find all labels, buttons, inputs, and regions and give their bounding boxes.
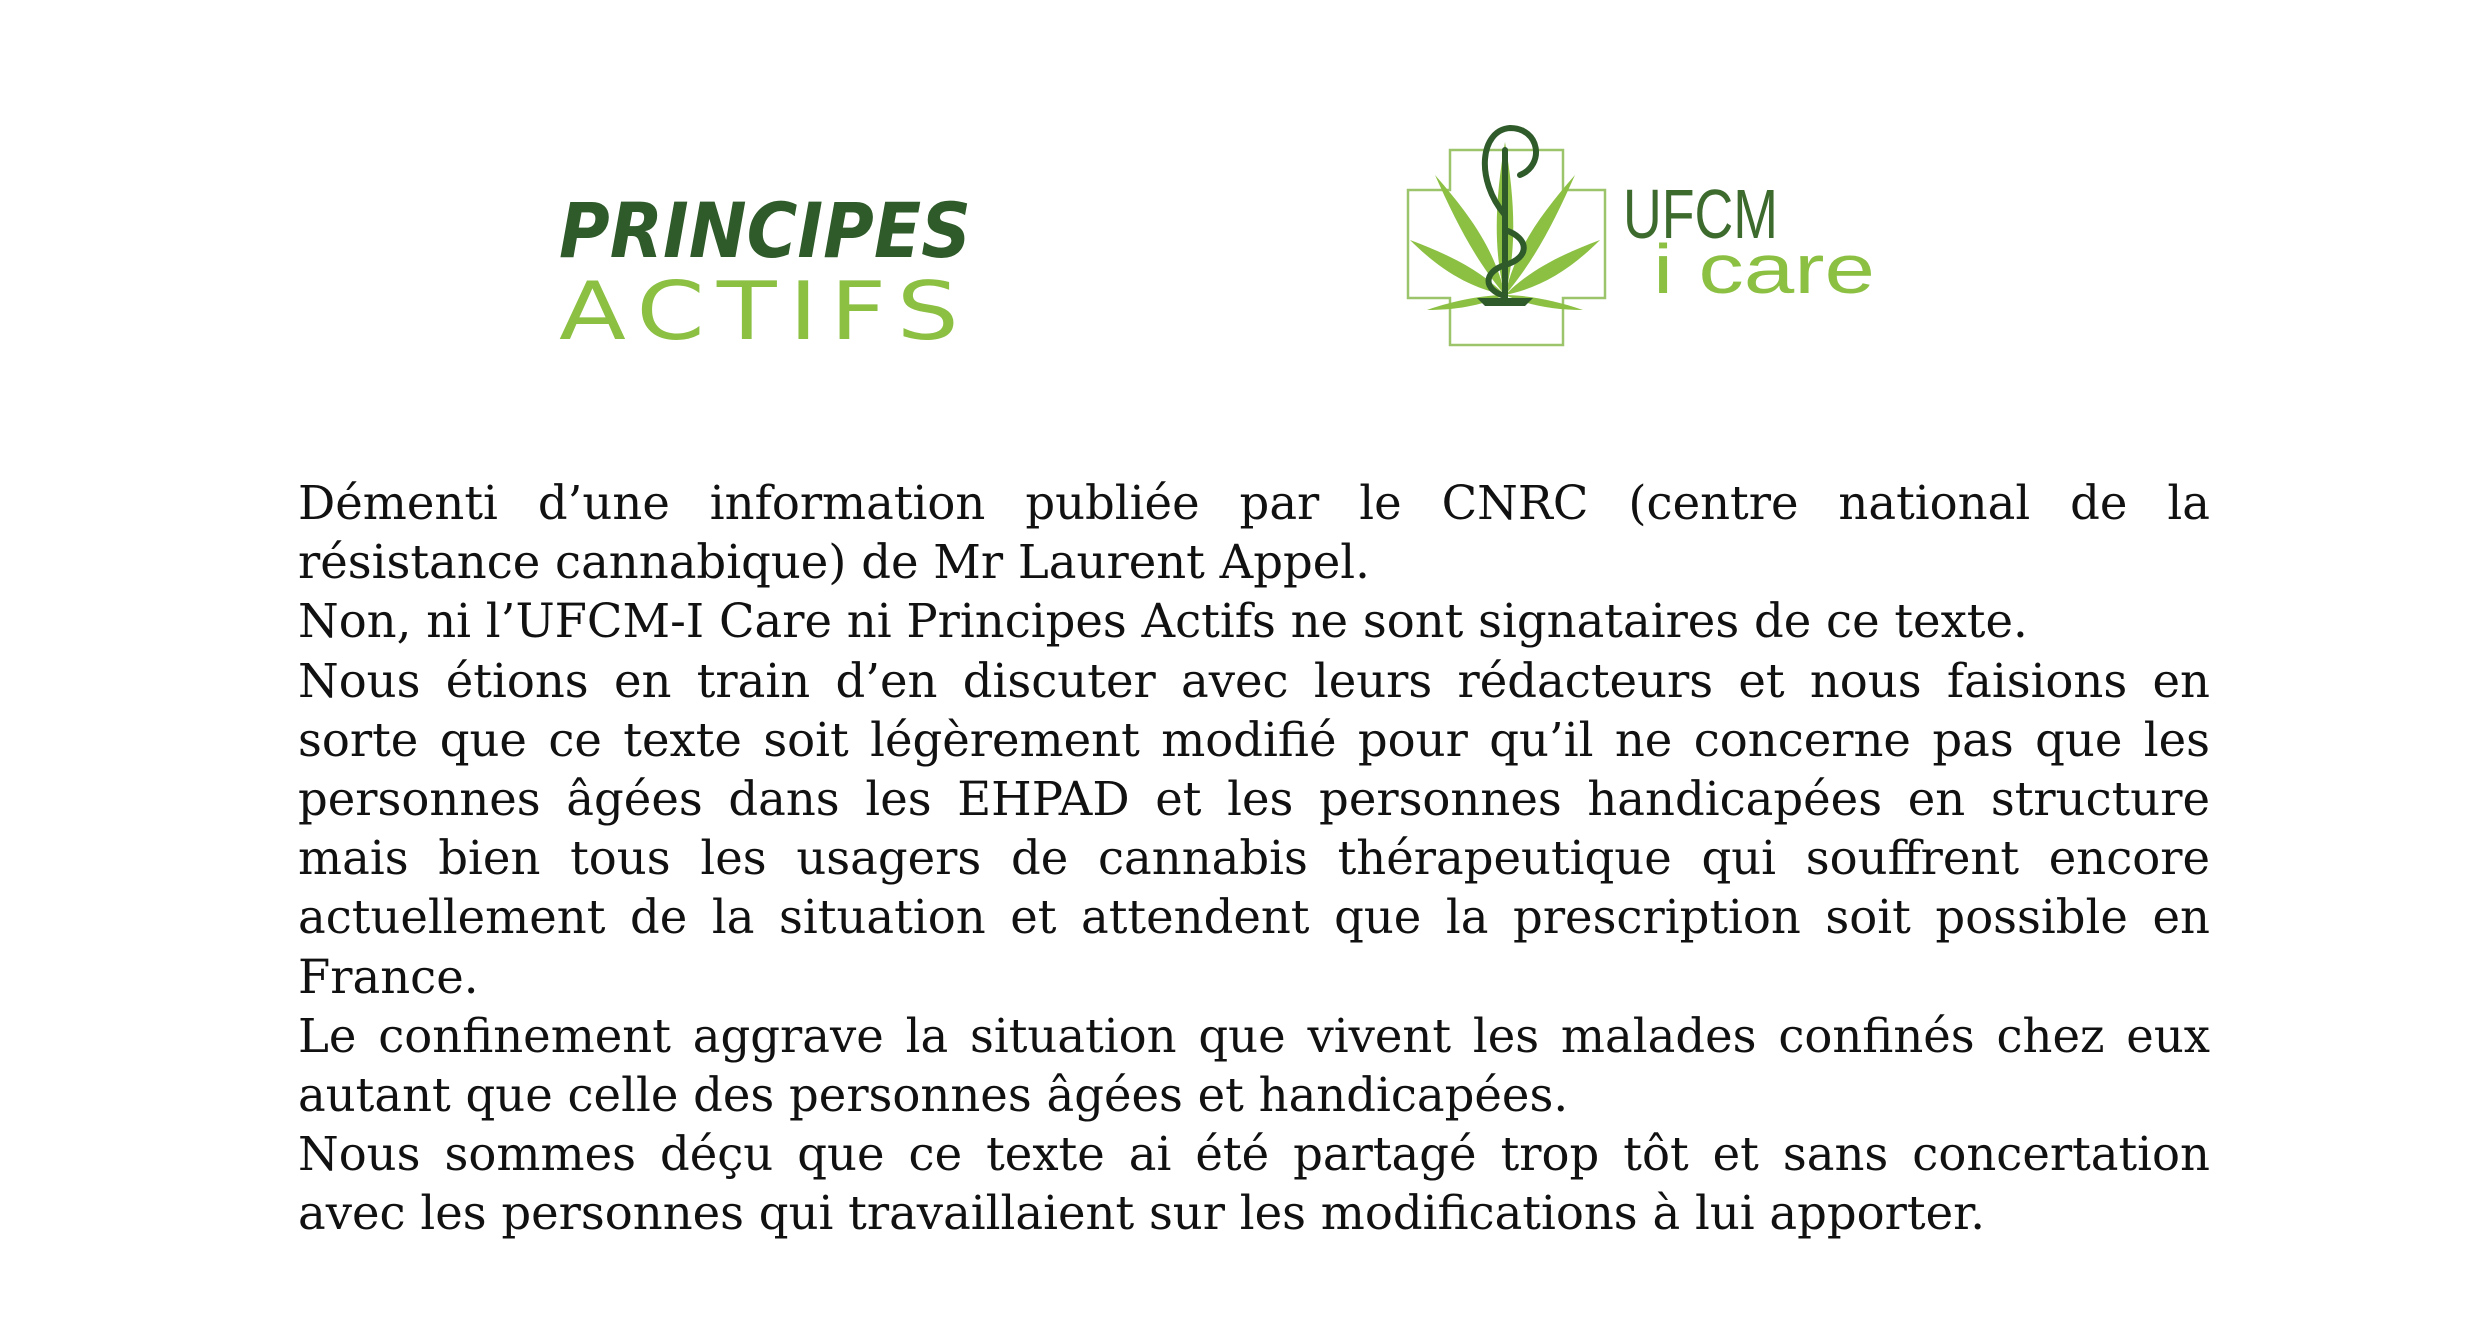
logo-icare-subtitle: i care bbox=[1653, 230, 1875, 308]
paragraph-decu: Nous sommes déçu que ce texte ai été partagé trop tôt et sans concertation avec les personnes qui travaillaient sur les modifications à lui apporter. bbox=[298, 1127, 2210, 1241]
principes-actifs-logo bbox=[555, 185, 975, 355]
paragraph-confinement: Le confinement aggrave la situation que vivent les malades confinés chez eux autant que celle des personnes âgées et handicapées. bbox=[298, 1008, 2210, 1123]
logo-actifs-word: ACTIFS bbox=[559, 265, 971, 355]
logo-ufcm-title: UFCM bbox=[1623, 175, 1778, 253]
cannabis-leaf-caduceus-cross-icon bbox=[1408, 128, 1605, 345]
paragraph-non-signataires: Non, ni l’UFCM-I Care ni Principes Actifs ne sont signataires de ce texte. bbox=[298, 594, 2028, 649]
paragraph-dementi: Démenti d’une information publiée par le CNRC (centre national de la résistance cannabique) de Mr Laurent Appel. bbox=[298, 476, 2210, 590]
logo-principes-word: PRINCIPES bbox=[559, 186, 971, 275]
ufcm-icare-logo bbox=[1405, 120, 1885, 355]
paragraph-discussion: Nous étions en train d’en discuter avec leurs rédacteurs et nous faisions en sorte que ce texte soit légèrement modifié pour qu’il ne concerne pas que les personnes âgées dans les EHPAD et les personnes handicapées en structure mais bien tous les usagers de cannabis thérapeutique qui souffrent encore actuellement de la situation et attendent que la prescription soit possible en France. bbox=[298, 653, 2210, 1004]
document-body bbox=[298, 474, 2210, 1244]
